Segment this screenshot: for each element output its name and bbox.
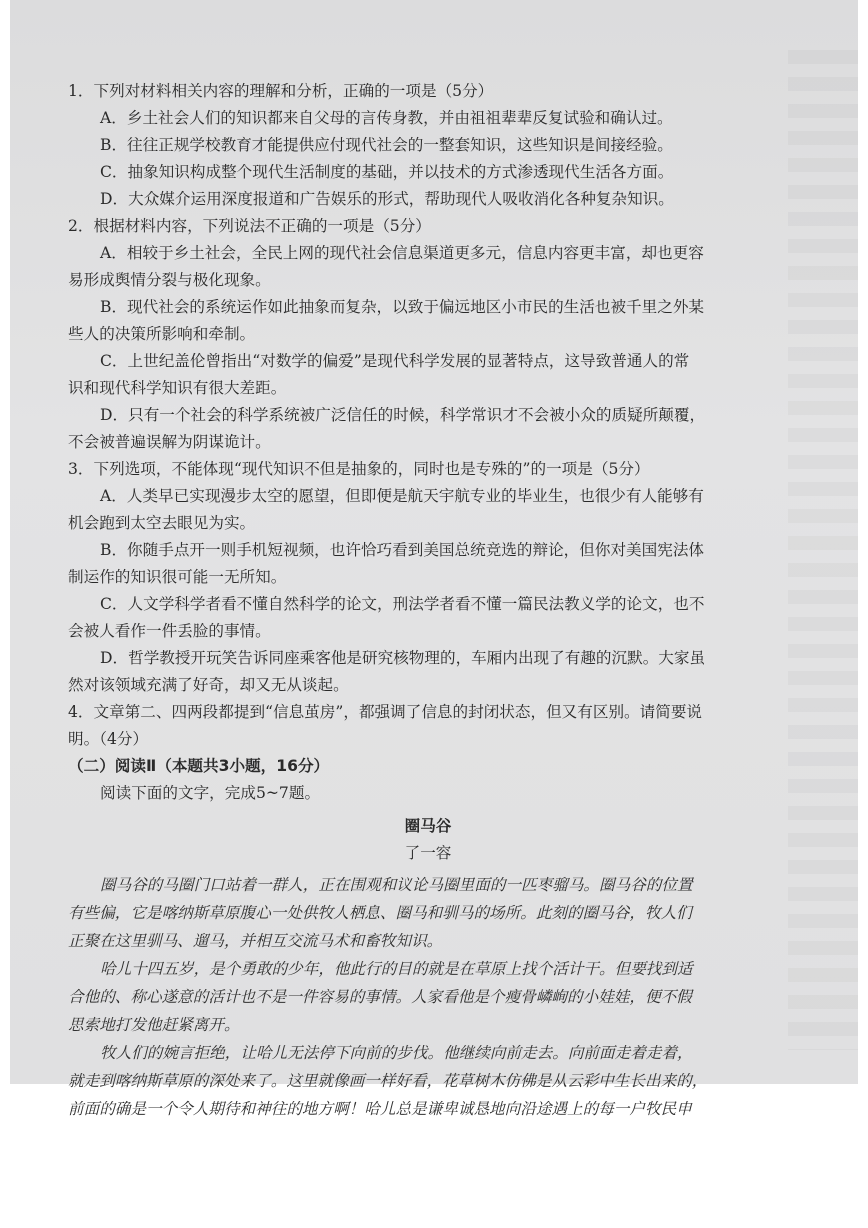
option-c-continued: 识和现代科学知识有很大差距。 <box>68 379 287 397</box>
section-reading-2 <box>68 753 788 807</box>
option-a: A．人类早已实现漫步太空的愿望，但即便是航天宇航专业的毕业生，也很少有人能够有 <box>100 487 704 505</box>
option-a-continued: 易形成舆情分裂与极化现象。 <box>68 271 271 289</box>
option-d: D．只有一个社会的科学系统被广泛信任的时候，科学常识才不会被小众的质疑所颠覆， <box>100 406 706 424</box>
option-d-continued: 不会被普遍误解为阴谋诡计。 <box>68 433 271 451</box>
question-3 <box>68 456 788 699</box>
story-line: 有些偏，它是喀纳斯草原腹心一处供牧人栖息、圈马和驯马的场所。此刻的圈马谷，牧人们 <box>68 904 692 922</box>
option-d: D．哲学教授开玩笑告诉同座乘客他是研究核物理的，车厢内出现了有趣的沉默。大家虽 <box>100 649 706 667</box>
question-4 <box>68 699 788 753</box>
option-b-continued: 些人的决策所影响和牵制。 <box>68 325 256 343</box>
option-c: C．人文学科学者看不懂自然科学的论文，刑法学者看不懂一篇民法教义学的论文，也不 <box>100 595 705 613</box>
story-header <box>68 813 788 867</box>
option-a: A．相较于乡土社会，全民上网的现代社会信息渠道更多元，信息内容更丰富，却也更容 <box>100 244 704 262</box>
document-body <box>68 78 788 1123</box>
option-c: C．抽象知识构成整个现代生活制度的基础，并以技术的方式渗透现代生活各方面。 <box>100 163 674 181</box>
story-paragraph <box>68 1039 788 1123</box>
story-line: 就走到喀纳斯草原的深处来了。这里就像画一样好看，花草树木仿佛是从云彩中生长出来的， <box>68 1072 708 1090</box>
story-line: 前面的确是一个令人期待和神往的地方啊！哈儿总是谦卑诚恳地向沿途遇上的每一户牧民申 <box>68 1100 692 1118</box>
question-stem: 1．下列对材料相关内容的理解和分析，正确的一项是（5分） <box>68 82 494 100</box>
section-heading: （二）阅读Ⅱ（本题共3小题，16分） <box>68 757 330 775</box>
scanned-page <box>10 0 858 1118</box>
option-b: B．你随手点开一则手机短视频，也许恰巧看到美国总统竞选的辩论，但你对美国宪法体 <box>100 541 705 559</box>
story-title: 圈马谷 <box>404 817 452 835</box>
story-line: 牧人们的婉言拒绝，让哈儿无法停下向前的步伐。他继续向前走去。向前面走着走着， <box>100 1044 693 1062</box>
option-c-continued: 会被人看作一件丢脸的事情。 <box>68 622 271 640</box>
question-stem: 4．文章第二、四两段都提到“信息茧房”，都强调了信息的封闭状态，但又有区别。请简要说 <box>68 703 703 721</box>
story-line: 正聚在这里驯马、遛马，并相互交流马术和畜牧知识。 <box>68 932 443 950</box>
option-c: C．上世纪盖伦曾指出“对数学的偏爱”是现代科学发展的显著特点，这导致普通人的常 <box>100 352 690 370</box>
section-instruction: 阅读下面的文字，完成5~7题。 <box>100 784 321 802</box>
story-line: 圈马谷的马圈门口站着一群人，正在围观和议论马圈里面的一匹枣骝马。圈马谷的位置 <box>100 876 693 894</box>
option-a-continued: 机会跑到太空去眼见为实。 <box>68 514 256 532</box>
bleed-through-shadow <box>788 50 858 1050</box>
story-author: 了一容 <box>404 844 452 862</box>
question-stem-continued: 明。（4分） <box>68 730 149 748</box>
story-paragraph <box>68 871 788 955</box>
story-line: 哈儿十四五岁，是个勇敢的少年，他此行的目的就是在草原上找个活计干。但要找到适 <box>100 960 693 978</box>
question-stem: 3．下列选项，不能体现“现代知识不但是抽象的，同时也是专殊的”的一项是（5分） <box>68 460 650 478</box>
option-b: B．往往正规学校教育才能提供应付现代社会的一整套知识，这些知识是间接经验。 <box>100 136 673 154</box>
story-line: 思索地打发他赶紧离开。 <box>68 1016 240 1034</box>
question-stem: 2．根据材料内容，下列说法不正确的一项是（5分） <box>68 217 431 235</box>
question-2 <box>68 213 788 456</box>
story-body <box>68 871 788 1123</box>
story-paragraph <box>68 955 788 1039</box>
option-b-continued: 制运作的知识很可能一无所知。 <box>68 568 287 586</box>
option-a: A．乡土社会人们的知识都来自父母的言传身教，并由祖祖辈辈反复试验和确认过。 <box>100 109 673 127</box>
option-d-continued: 然对该领域充满了好奇，却又无从谈起。 <box>68 676 349 694</box>
option-b: B．现代社会的系统运作如此抽象而复杂，以致于偏远地区小市民的生活也被千里之外某 <box>100 298 705 316</box>
story-line: 合他的、称心遂意的活计也不是一件容易的事情。人家看他是个瘦骨嶙峋的小娃娃，便不假 <box>68 988 692 1006</box>
option-d: D．大众媒介运用深度报道和广告娱乐的形式，帮助现代人吸收消化各种复杂知识。 <box>100 190 674 208</box>
question-1 <box>68 78 788 213</box>
